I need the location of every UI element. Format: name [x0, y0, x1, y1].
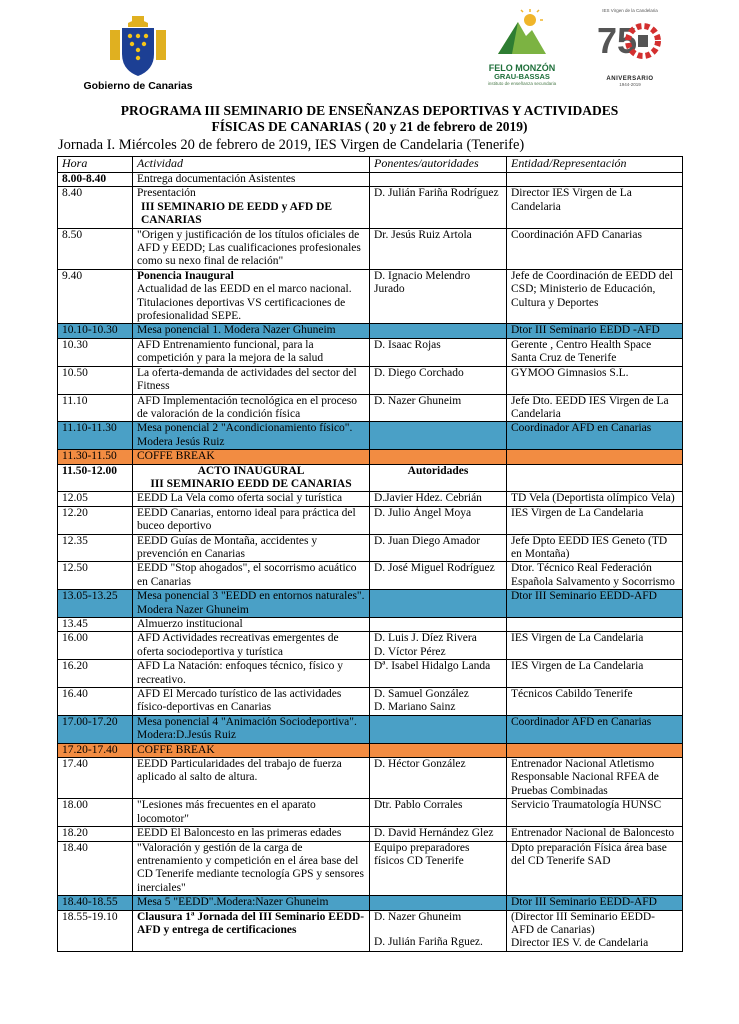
table-row: [58, 827, 683, 841]
table-row-break: [58, 450, 683, 464]
mountain-sun-icon: [492, 8, 552, 58]
table-row-break: [58, 743, 683, 757]
table-row: [58, 758, 683, 799]
cell-entidad: Director IES Virgen de La Candelaria: [507, 187, 683, 228]
aniv-top: IES Virgen de la Candelaria: [602, 8, 658, 13]
cell-actividad: COFFE BREAK: [133, 743, 370, 757]
cell-ponentes: [370, 618, 507, 632]
cell-ponentes: [370, 910, 507, 951]
cell-hora: 12.05: [58, 492, 133, 506]
cell-actividad: "Origen y justificación de los títulos oficiales de AFD y EEDD; Las cualificaciones profesionales como su nexo final de relación": [133, 228, 370, 269]
cell-hora: 12.20: [58, 506, 133, 534]
cell-ponentes: [370, 715, 507, 743]
gobierno-canarias-logo: [58, 14, 218, 98]
cell-ponentes: [370, 590, 507, 618]
cell-hora: 10.10-10.30: [58, 324, 133, 338]
cell-hora: 18.00: [58, 799, 133, 827]
cell-hora: 13.05-13.25: [58, 590, 133, 618]
table-row-mesa: [58, 590, 683, 618]
cell-entidad: Técnicos Cabildo Tenerife: [507, 688, 683, 716]
cell-actividad: Mesa 5 "EEDD".Modera:Nazer Ghuneim: [133, 896, 370, 910]
cell-entidad: [507, 173, 683, 187]
table-row: [58, 534, 683, 562]
cell-actividad: "Valoración y gestión de la carga de entrenamiento y competición en el área base del CD Tenerife mediante tecnología GPS y sensores inerciales": [133, 841, 370, 896]
cell-actividad: Almuerzo institucional: [133, 618, 370, 632]
cell-hora: 11.30-11.50: [58, 450, 133, 464]
cell-entidad: [507, 618, 683, 632]
cell-ponentes: D. Diego Corchado: [370, 366, 507, 394]
cell-hora: 17.20-17.40: [58, 743, 133, 757]
aniv-years: 1944-2019: [619, 82, 641, 87]
table-row-mesa: [58, 715, 683, 743]
cell-ponentes: Dr. Jesús Ruiz Artola: [370, 228, 507, 269]
cell-ponentes: [370, 324, 507, 338]
cell-actividad: "Lesiones más frecuentes en el aparato locomotor": [133, 799, 370, 827]
cell-entidad: Coordinación AFD Canarias: [507, 228, 683, 269]
activity-text: Actualidad de las EEDD en el marco nacional. Titulaciones deportivas VS certificaciones de profesionalidad SEPE.: [137, 283, 352, 323]
table-row-mesa: [58, 422, 683, 450]
table-header-row: [58, 157, 683, 173]
felo-line3: instituto de enseñanza secundaria: [487, 81, 557, 86]
cell-ponentes: Dª. Isabel Hidalgo Landa: [370, 660, 507, 688]
cell-entidad: GYMOO Gimnasios S.L.: [507, 366, 683, 394]
subtitle: Jornada I. Miércoles 20 de febrero de 2019, IES Virgen de Candelaria (Tenerife): [58, 137, 525, 153]
speaker: D. Samuel González: [374, 688, 469, 701]
cell-actividad: Clausura 1ª Jornada del III Seminario EEDD-AFD y entrega de certificaciones: [133, 910, 370, 951]
cell-actividad: EEDD "Stop ahogados", el socorrismo acuático en Canarias: [133, 562, 370, 590]
cell-actividad: AFD La Natación: enfoques técnico, físico y recreativo.: [133, 660, 370, 688]
cell-hora: 9.40: [58, 269, 133, 324]
col-header-entidad: Entidad/Representación: [507, 157, 683, 173]
cell-actividad: Entrega documentación Asistentes: [133, 173, 370, 187]
cell-hora: 16.40: [58, 688, 133, 716]
cell-actividad: La oferta-demanda de actividades del sector del Fitness: [133, 366, 370, 394]
cell-actividad: AFD Actividades recreativas emergentes de oferta sociodeportiva y turística: [133, 632, 370, 660]
gear-icon: [595, 13, 665, 71]
cell-hora: 16.20: [58, 660, 133, 688]
cell-actividad: EEDD Particularidades del trabajo de fuerza aplicado al salto de altura.: [133, 758, 370, 799]
cell-actividad: EEDD Canarias, entorno ideal para práctica del buceo deportivo: [133, 506, 370, 534]
activity-bold: ACTO INAUGURAL: [197, 464, 305, 477]
cell-hora: 11.10: [58, 394, 133, 422]
cell-hora: 12.35: [58, 534, 133, 562]
speaker: D. Nazer Ghuneim: [374, 910, 462, 923]
cell-entidad: TD Vela (Deportista olímpico Vela): [507, 492, 683, 506]
cell-ponentes: Dtr. Pablo Corrales: [370, 799, 507, 827]
cell-ponentes: [370, 450, 507, 464]
speaker: D. Luis J. Díez Rivera: [374, 632, 477, 645]
cell-actividad: Mesa ponencial 3 "EEDD en entornos naturales". Modera Nazer Ghuneim: [133, 590, 370, 618]
cell-ponentes: [370, 896, 507, 910]
col-header-hora: Hora: [58, 157, 133, 173]
cell-entidad: Coordinador AFD en Canarias: [507, 422, 683, 450]
activity-bold: Ponencia Inaugural: [137, 269, 234, 282]
table-row: [58, 910, 683, 951]
felo-line1: FELO MONZÓN: [488, 63, 556, 73]
cell-hora: 18.55-19.10: [58, 910, 133, 951]
col-header-ponentes: Ponentes/autoridades: [370, 157, 507, 173]
cell-actividad: Mesa ponencial 1. Modera Nazer Ghuneim: [133, 324, 370, 338]
cell-hora: 10.50: [58, 366, 133, 394]
cell-entidad: Gerente , Centro Health Space Santa Cruz de Tenerife: [507, 338, 683, 366]
cell-entidad: Dtor III Seminario EEDD -AFD: [507, 324, 683, 338]
cell-hora: 8.00-8.40: [58, 173, 133, 187]
cell-actividad: AFD Entrenamiento funcional, para la competición y para la mejora de la salud: [133, 338, 370, 366]
cell-ponentes: [370, 632, 507, 660]
program-table: [57, 156, 683, 952]
table-row-mesa: [58, 324, 683, 338]
cell-actividad: [133, 269, 370, 324]
cell-actividad: Mesa ponencial 4 "Animación Sociodeportiva". Modera:D.Jesús Ruiz: [133, 715, 370, 743]
table-row: [58, 228, 683, 269]
table-row: [58, 688, 683, 716]
cell-actividad: AFD Implementación tecnológica en el proceso de valoración de la condición física: [133, 394, 370, 422]
cell-entidad: [507, 743, 683, 757]
cell-ponentes: D. José Miguel Rodríguez: [370, 562, 507, 590]
cell-entidad: Entrenador Nacional de Baloncesto: [507, 827, 683, 841]
cell-entidad: Dtor. Técnico Real Federación Española Salvamento y Socorrismo: [507, 562, 683, 590]
cell-ponentes: [370, 422, 507, 450]
speaker: D. Víctor Pérez: [374, 645, 446, 658]
cell-actividad: Mesa ponencial 2 "Acondicionamiento físico". Modera Jesús Ruiz: [133, 422, 370, 450]
cell-ponentes: [370, 688, 507, 716]
activity-text: Presentación: [137, 187, 196, 200]
cell-ponentes: Equipo preparadores físicos CD Tenerife: [370, 841, 507, 896]
cell-hora: 8.40: [58, 187, 133, 228]
cell-ponentes: D. Isaac Rojas: [370, 338, 507, 366]
table-row: [58, 841, 683, 896]
coat-of-arms-icon: [108, 14, 168, 78]
cell-ponentes: D.Javier Hdez. Cebrián: [370, 492, 507, 506]
cell-hora: 17.00-17.20: [58, 715, 133, 743]
aniv-label: ANIVERSARIO: [606, 76, 654, 82]
cell-entidad: Entrenador Nacional Atletismo Responsable Nacional RFEA de Pruebas Combinadas: [507, 758, 683, 799]
cell-ponentes: Autoridades: [370, 464, 507, 492]
table-row: [58, 506, 683, 534]
table-row: [58, 269, 683, 324]
title-line2: FÍSICAS DE CANARIAS ( 20 y 21 de febrero de 2019): [211, 119, 528, 134]
speaker: D. Mariano Sainz: [374, 701, 456, 714]
cell-entidad: Coordinador AFD en Canarias: [507, 715, 683, 743]
table-row: [58, 464, 683, 492]
table-row-mesa: [58, 896, 683, 910]
cell-entidad: Jefe de Coordinación de EEDD del CSD; Ministerio de Educación, Cultura y Deportes: [507, 269, 683, 324]
table-row: [58, 187, 683, 228]
speaker: D. Julián Fariña Rguez.: [374, 935, 483, 948]
cell-hora: 10.30: [58, 338, 133, 366]
cell-ponentes: D. Julio Ángel Moya: [370, 506, 507, 534]
cell-entidad: Dtor III Seminario EEDD-AFD: [507, 896, 683, 910]
cell-hora: 18.40-18.55: [58, 896, 133, 910]
cell-actividad: EEDD La Vela como oferta social y turística: [133, 492, 370, 506]
table-row: [58, 632, 683, 660]
cell-actividad: [133, 187, 370, 228]
cell-ponentes: [370, 743, 507, 757]
cell-ponentes: D. Julián Fariña Rodríguez: [370, 187, 507, 228]
cell-ponentes: D. Héctor González: [370, 758, 507, 799]
cell-ponentes: D. Nazer Ghuneim: [370, 394, 507, 422]
cell-entidad: [507, 910, 683, 951]
table-row: [58, 618, 683, 632]
cell-ponentes: D. Juan Diego Amador: [370, 534, 507, 562]
activity-bold: III SEMINARIO DE EEDD y AFD DE CANARIAS: [141, 200, 333, 227]
table-row: [58, 799, 683, 827]
col-header-actividad: Actividad: [133, 157, 370, 173]
cell-actividad: AFD El Mercado turístico de las actividades físico-deportivas en Canarias: [133, 688, 370, 716]
cell-hora: 18.20: [58, 827, 133, 841]
activity-bold-2: III SEMINARIO EEDD DE CANARIAS: [150, 477, 352, 490]
cell-hora: 8.50: [58, 228, 133, 269]
cell-ponentes: D. David Hernández Glez: [370, 827, 507, 841]
table-row: [58, 562, 683, 590]
cell-entidad: Dtor III Seminario EEDD-AFD: [507, 590, 683, 618]
cell-hora: 11.10-11.30: [58, 422, 133, 450]
cell-entidad: IES Virgen de La Candelaria: [507, 660, 683, 688]
cell-actividad: EEDD Guías de Montaña, accidentes y prevención en Canarias: [133, 534, 370, 562]
entity-text: Director IES V. de Candelaria: [511, 937, 649, 950]
table-row: [58, 338, 683, 366]
table-row: [58, 660, 683, 688]
cell-entidad: Servicio Traumatología HUNSC: [507, 799, 683, 827]
table-row: [58, 173, 683, 187]
cell-entidad: [507, 450, 683, 464]
cell-ponentes: D. Ignacio Melendro Jurado: [370, 269, 507, 324]
table-row: [58, 492, 683, 506]
title-line1: PROGRAMA III SEMINARIO DE ENSEÑANZAS DEPORTIVAS Y ACTIVIDADES: [120, 103, 619, 118]
cell-entidad: [507, 464, 683, 492]
cell-actividad: EEDD El Baloncesto en las primeras edades: [133, 827, 370, 841]
cell-actividad: COFFE BREAK: [133, 450, 370, 464]
felo-monzon-logo: [476, 8, 568, 92]
table-row: [58, 366, 683, 394]
gov-logo-caption: Gobierno de Canarias: [83, 80, 193, 92]
cell-hora: 16.00: [58, 632, 133, 660]
cell-entidad: Jefe Dto. EEDD IES Virgen de La Candelaria: [507, 394, 683, 422]
cell-hora: 11.50-12.00: [58, 464, 133, 492]
cell-hora: 13.45: [58, 618, 133, 632]
cell-hora: 12.50: [58, 562, 133, 590]
cell-hora: 17.40: [58, 758, 133, 799]
table-row: [58, 394, 683, 422]
cell-hora: 18.40: [58, 841, 133, 896]
cell-entidad: Dpto preparación Física área base del CD Tenerife SAD: [507, 841, 683, 896]
felo-line2: GRAU-BASSAS: [494, 72, 550, 81]
cell-entidad: IES Virgen de La Candelaria: [507, 506, 683, 534]
cell-entidad: Jefe Dpto EEDD IES Geneto (TD en Montaña): [507, 534, 683, 562]
cell-ponentes: [370, 173, 507, 187]
aniversario-logo: [582, 8, 678, 96]
entity-text: (Director III Seminario EEDD-AFD de Canarias): [511, 910, 656, 936]
cell-actividad: [133, 464, 370, 492]
cell-entidad: IES Virgen de La Candelaria: [507, 632, 683, 660]
aniv-number: 75: [597, 20, 638, 61]
